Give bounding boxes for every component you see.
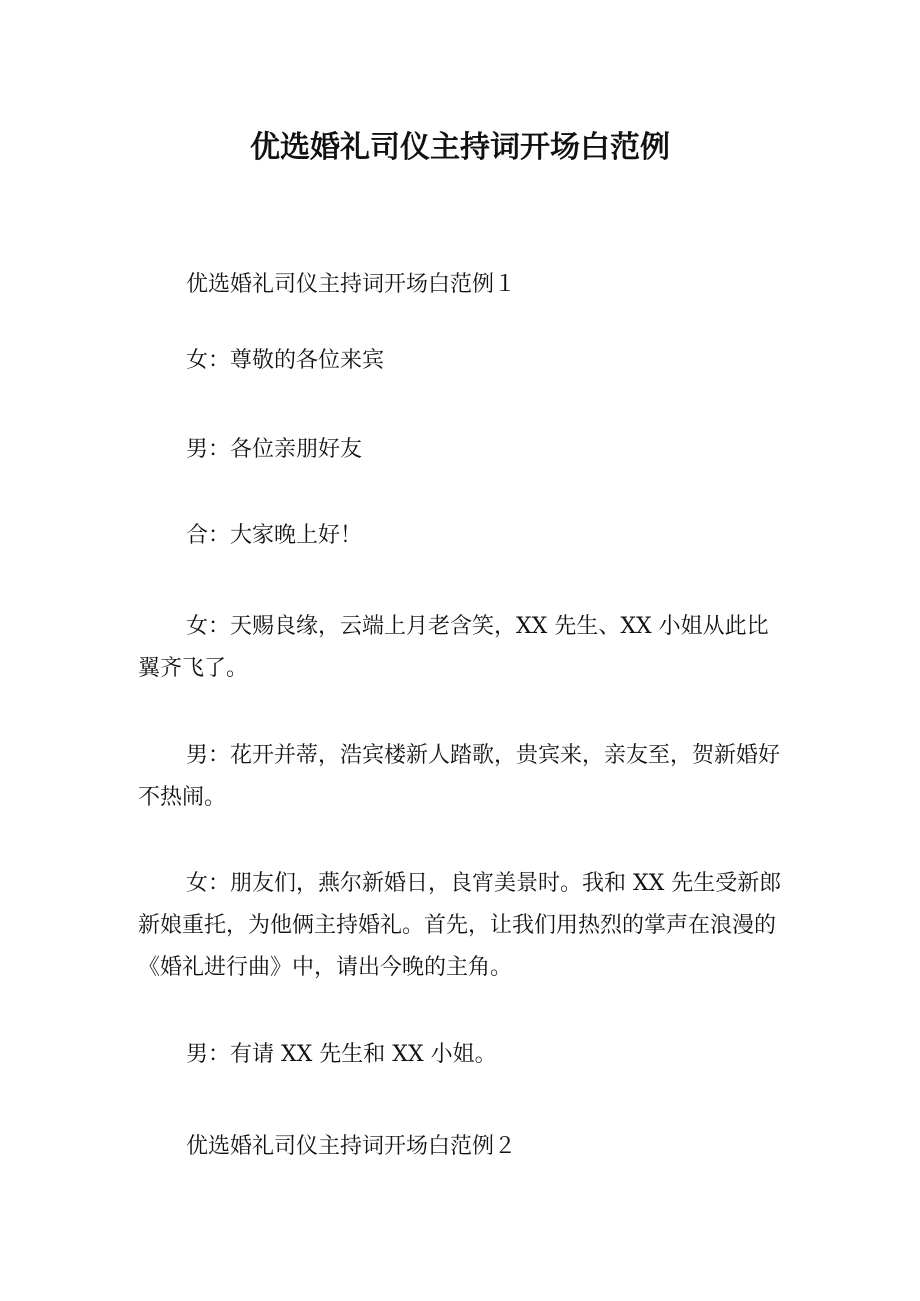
document-title: 优选婚礼司仪主持词开场白范例 bbox=[250, 130, 670, 165]
paragraph-together-greeting: 合：大家晚上好！ bbox=[186, 523, 363, 548]
paragraph-female-introduction: 女：朋友们，燕尔新婚日，良宵美景时。我和 XX 先生受新郎新娘重托，为他俩主持婚礼。首先，让我们用热烈的掌声在浪漫的《婚礼进行曲》中，请出今晚的主角。 bbox=[138, 871, 782, 980]
section-heading-1: 优选婚礼司仪主持词开场白范例１ bbox=[186, 272, 517, 297]
paragraph-female-greeting: 女：尊敬的各位来宾 bbox=[186, 348, 385, 373]
section-heading-2: 优选婚礼司仪主持词开场白范例２ bbox=[186, 1134, 517, 1159]
paragraph-male-greeting: 男：各位亲朋好友 bbox=[186, 437, 363, 462]
paragraph-male-invitation: 男：有请 XX 先生和 XX 小姐。 bbox=[186, 1042, 497, 1067]
paragraph-female-blessing: 女：天赐良缘，云端上月老含笑，XX 先生、XX 小姐从此比翼齐飞了。 bbox=[138, 614, 769, 681]
paragraph-male-blessing: 男：花开并蒂，浩宾楼新人踏歌，贵宾来，亲友至，贺新婚好不热闹。 bbox=[138, 743, 781, 810]
